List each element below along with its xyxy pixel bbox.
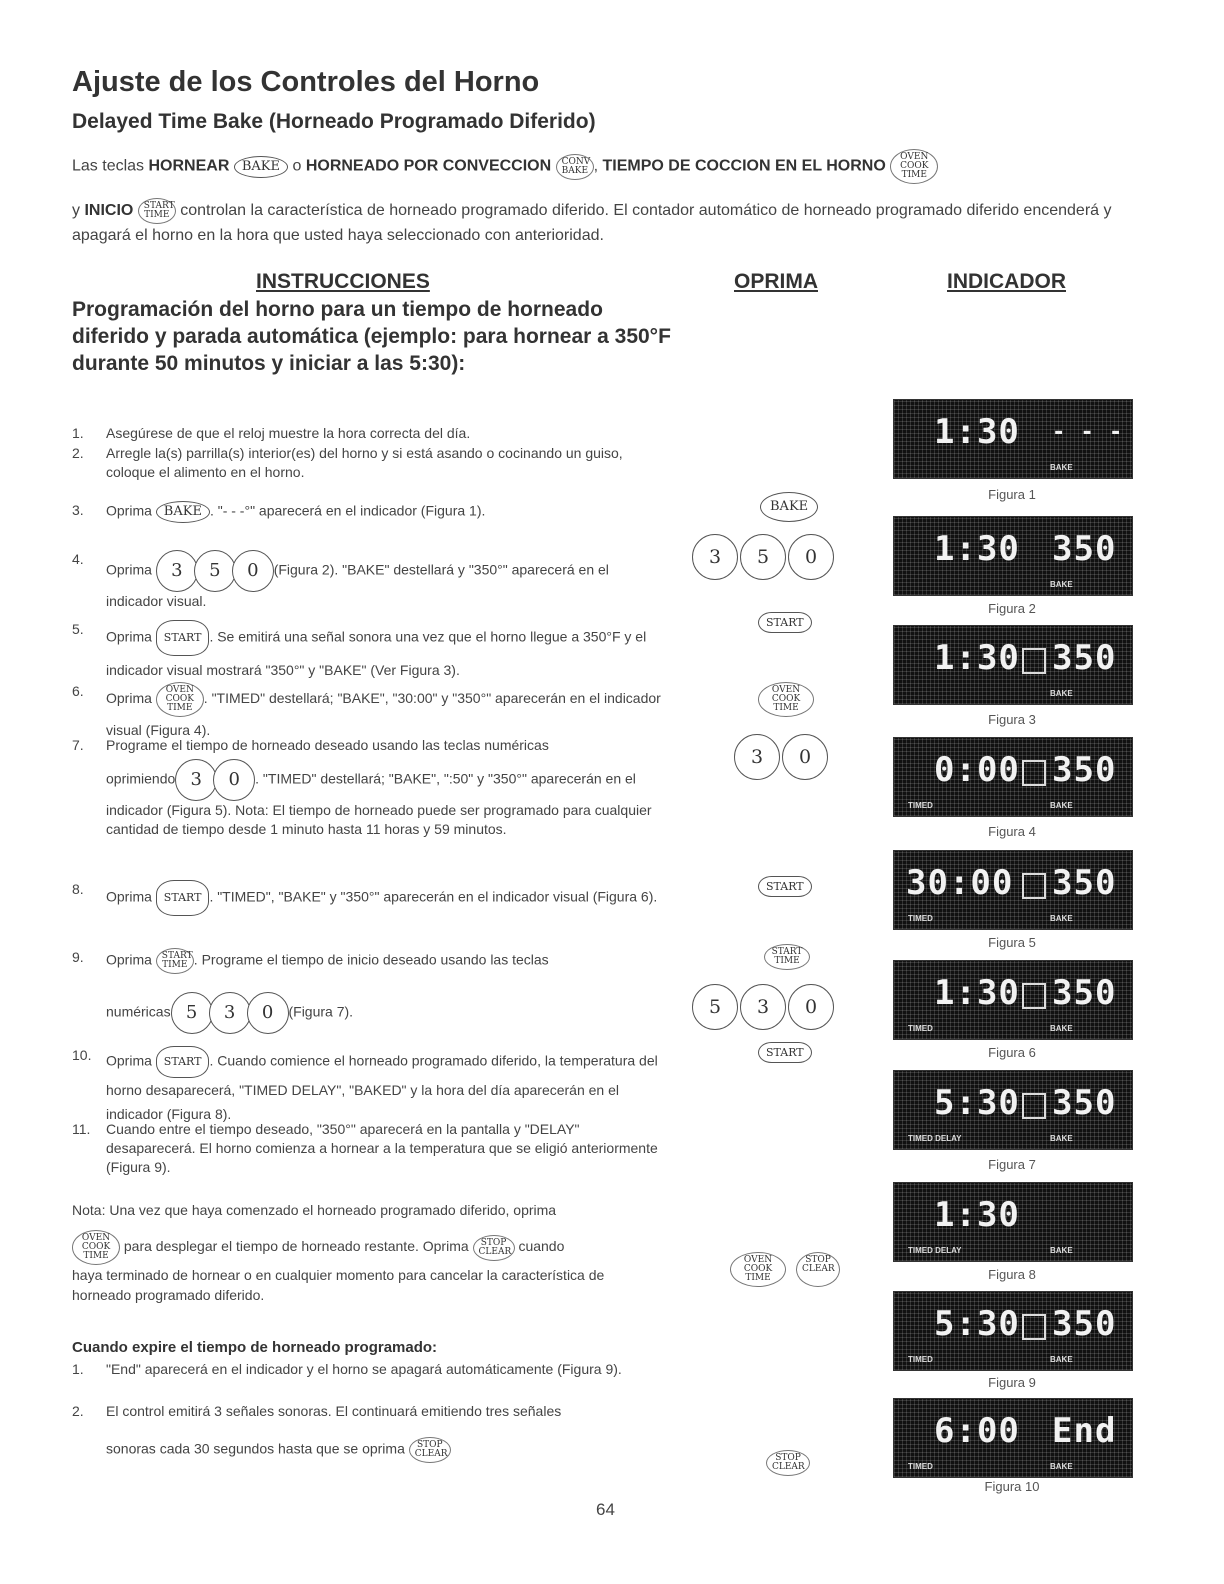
figure-6-caption: Figura 6 <box>988 1045 1036 1060</box>
display-bake-label: BAKE <box>1050 914 1073 923</box>
step-text: . Programe el tiempo de inicio deseado usando las teclas <box>193 951 549 968</box>
display-time: 5:30 <box>934 1083 1020 1123</box>
display-timed-delay-label: TIMED DELAY <box>908 1134 962 1143</box>
step-number: 10. <box>72 1047 92 1063</box>
display-box-icon <box>1022 1314 1046 1340</box>
page-number: 64 <box>596 1500 615 1519</box>
display-bake-label: BAKE <box>1050 1462 1073 1471</box>
display-box-icon <box>1022 1093 1046 1119</box>
key-3-icon: 3 <box>692 534 738 580</box>
key-0-icon: 0 <box>788 984 834 1030</box>
display-figure-2 <box>893 516 1133 596</box>
key-5-icon: 5 <box>194 550 236 592</box>
press-30 <box>734 734 828 780</box>
display-figure-7 <box>893 1070 1133 1150</box>
display-temp: 350 <box>1052 863 1117 903</box>
oven-cook-time-key-icon: OVEN COOK TIME <box>730 1252 786 1287</box>
step-number: 1. <box>72 425 84 441</box>
start-key-icon: START <box>758 1042 812 1063</box>
step-text: Oprima <box>106 690 152 707</box>
display-time: 1:30 <box>934 412 1020 452</box>
bake-key-icon: BAKE <box>234 156 288 178</box>
note-text: cuando <box>518 1238 565 1255</box>
display-figure-1 <box>893 399 1133 479</box>
bake-key-icon: BAKE <box>760 492 818 522</box>
step-number: 3. <box>72 502 84 518</box>
start-time-key-icon: START TIME <box>764 944 810 970</box>
start-key-icon: START <box>758 876 812 897</box>
step-number: 6. <box>72 683 84 699</box>
press-530 <box>692 984 834 1030</box>
key-0-icon: 0 <box>232 550 274 592</box>
figure-9-caption: Figura 9 <box>988 1375 1036 1390</box>
display-bake-label: BAKE <box>1050 1246 1073 1255</box>
display-time: 1:30 <box>934 638 1020 678</box>
display-time: 1:30 <box>934 529 1020 569</box>
display-bake-label: BAKE <box>1050 801 1073 810</box>
display-box-icon <box>1022 873 1046 899</box>
inicio-label: INICIO <box>84 202 134 220</box>
start-key-icon: START <box>156 1046 210 1078</box>
header-instrucciones: INSTRUCCIONES <box>256 270 430 293</box>
note-text: Nota: Una vez que haya comenzado el horneado programado diferido, oprima <box>72 1202 557 1218</box>
section-title: Programación del horno para un tiempo de horneado diferido y parada automática (ejemplo: para hornear a 350°F durante 50 minutos y iniciar a las 5:30): <box>72 298 671 375</box>
step-text: . Se emitirá una señal sonora una vez que el horno llegue a 350°F y el indicador visual mostrará "350°" y "BAKE" (Ver Figura 3). <box>106 628 647 678</box>
display-figure-4 <box>893 737 1133 817</box>
step-text: . "TIMED" destellará; "BAKE", ":50" y "350°" aparecerán en el indicador (Figura 5). Nota: El tiempo de horneado puede ser programado para cualquier cantidad de tiempo desde 1 minuto hasta 11 horas y 59 minutos. <box>106 770 652 837</box>
press-oven-cook-time <box>758 682 814 717</box>
intro-and: y <box>72 202 80 220</box>
display-time: 6:00 <box>934 1411 1020 1451</box>
start-key-icon: START <box>156 620 210 656</box>
step-number: 2. <box>72 445 84 461</box>
press-start <box>758 1042 812 1063</box>
step-text: Programe el tiempo de horneado deseado usando las teclas numéricas <box>106 737 549 753</box>
display-figure-3 <box>893 625 1133 705</box>
step-number: 1. <box>72 1361 84 1377</box>
step-text: Cuando entre el tiempo deseado, "350°" aparecerá en la pantalla y "DELAY" desaparecerá. El horno comienza a hornear a la temperatura que se eligió anteriormente (Figura 9). <box>106 1121 658 1175</box>
display-figure-6 <box>893 960 1133 1040</box>
display-end: End <box>1052 1411 1117 1451</box>
display-temp: 350 <box>1052 529 1117 569</box>
display-figure-9 <box>893 1291 1133 1371</box>
press-start <box>758 876 812 897</box>
key-0-icon: 0 <box>247 992 289 1034</box>
display-figure-5 <box>893 850 1133 930</box>
display-time: 1:30 <box>934 1195 1020 1235</box>
page-title: Ajuste de los Controles del Horno <box>72 66 540 98</box>
step-text: (Figura 2). "BAKE" destellará y "350°" aparecerá en el indicador visual. <box>106 561 609 609</box>
step-text: Oprima <box>106 1052 152 1069</box>
figure-7-caption: Figura 7 <box>988 1157 1036 1172</box>
conv-bake-key-icon: CONV BAKE <box>556 154 594 180</box>
figure-10-caption: Figura 10 <box>984 1479 1040 1494</box>
figure-4-caption: Figura 4 <box>988 824 1036 839</box>
display-time: 1:30 <box>934 973 1020 1013</box>
step-number: 5. <box>72 621 84 637</box>
expire-title: Cuando expire el tiempo de horneado programado: <box>72 1339 438 1356</box>
oven-cook-time-key-icon: OVEN COOK TIME <box>72 1230 120 1265</box>
step-text: "End" aparecerá en el indicador y el horno se apagará automáticamente (Figura 9). <box>106 1361 622 1377</box>
stop-clear-key-icon: STOP CLEAR <box>796 1252 840 1287</box>
display-box-icon <box>1022 983 1046 1009</box>
figure-2-caption: Figura 2 <box>988 601 1036 616</box>
page-subtitle: Delayed Time Bake (Horneado Programado Diferido) <box>72 110 596 133</box>
tiempo-label: TIEMPO DE COCCION EN EL HORNO <box>602 157 886 175</box>
step-number: 7. <box>72 737 84 753</box>
display-bake-label: BAKE <box>1050 1024 1073 1033</box>
step-text: El control emitirá 3 señales sonoras. El continuará emitiendo tres señales <box>106 1403 562 1419</box>
key-3-icon: 3 <box>734 734 780 780</box>
press-start <box>758 612 812 633</box>
display-temp: 350 <box>1052 973 1117 1013</box>
display-timed-label: TIMED <box>908 914 933 923</box>
display-figure-10 <box>893 1398 1133 1478</box>
start-key-icon: START <box>156 880 210 916</box>
figure-5-caption: Figura 5 <box>988 935 1036 950</box>
note-text: haya terminado de hornear o en cualquier momento para cancelar la característica de horneado programado diferido. <box>72 1267 605 1303</box>
key-3-icon: 3 <box>209 992 251 1034</box>
display-figure-8 <box>893 1182 1133 1262</box>
press-oven-cook-stop <box>730 1252 840 1287</box>
display-bake-label: BAKE <box>1050 463 1073 472</box>
display-bake-label: BAKE <box>1050 1134 1073 1143</box>
press-350 <box>692 534 834 580</box>
step-text: . "TIMED", "BAKE" y "350°" aparecerán en el indicador visual (Figura 6). <box>209 888 658 905</box>
display-timed-label: TIMED <box>908 1355 933 1364</box>
step-text: sonoras cada 30 segundos hasta que se oprima <box>106 1440 405 1457</box>
press-start-time <box>764 944 810 970</box>
display-box-icon <box>1022 648 1046 674</box>
key-5-icon: 5 <box>692 984 738 1030</box>
start-time-key-icon: START TIME <box>138 198 176 224</box>
figure-3-caption: Figura 3 <box>988 712 1036 727</box>
display-timed-label: TIMED <box>908 1024 933 1033</box>
conveccion-label: HORNEADO POR CONVECCION <box>305 157 552 175</box>
figure-8-caption: Figura 8 <box>988 1267 1036 1282</box>
step-text: Arregle la(s) parrilla(s) interior(es) del horno y si está asando o cocinando un guiso, coloque el alimento en el horno. <box>106 445 623 480</box>
intro-or: o <box>292 157 302 175</box>
note-text: para desplegar el tiempo de horneado restante. Oprima <box>123 1238 469 1255</box>
step-text: Oprima <box>106 502 152 519</box>
note-paragraph <box>72 1200 662 1305</box>
step-text: . Cuando comience el horneado programado diferido, la temperatura del horno desaparecerá, "TIMED DELAY", "BAKED" y la hora del día aparecerán en el indicador (Figura 8). <box>106 1052 658 1122</box>
oven-cook-time-key-icon: OVEN COOK TIME <box>890 149 938 184</box>
display-bake-label: BAKE <box>1050 689 1073 698</box>
display-timed-label: TIMED <box>908 1462 933 1471</box>
display-bake-label: BAKE <box>1050 580 1073 589</box>
header-indicador: INDICADOR <box>947 270 1066 293</box>
hornear-label: HORNEAR <box>148 157 230 175</box>
intro-text: Las teclas <box>72 157 145 175</box>
key-0-icon: 0 <box>782 734 828 780</box>
stop-clear-key-icon: STOP CLEAR <box>409 1437 451 1463</box>
display-time: 30:00 <box>906 863 1014 903</box>
step-text: . "TIMED" destellará; "BAKE", "30:00" y "350°" aparecerán en el indicador visual (Figura 4). <box>106 690 661 738</box>
key-3-icon: 3 <box>175 759 217 801</box>
step-number: 11. <box>72 1121 91 1137</box>
oven-cook-time-key-icon: OVEN COOK TIME <box>758 682 814 717</box>
oven-cook-time-key-icon: OVEN COOK TIME <box>156 682 204 717</box>
key-3-icon: 3 <box>156 550 198 592</box>
stop-clear-key-icon: STOP CLEAR <box>473 1235 515 1261</box>
bake-key-icon: BAKE <box>156 501 210 523</box>
step-number: 9. <box>72 949 84 965</box>
display-timed-delay-label: TIMED DELAY <box>908 1246 962 1255</box>
key-5-icon: 5 <box>171 992 213 1034</box>
display-temp: - - - <box>1052 420 1124 445</box>
start-time-key-icon: START TIME <box>156 948 194 974</box>
display-temp: 350 <box>1052 1083 1117 1123</box>
step-text: . "- - -°" aparecerá en el indicador (Figura 1). <box>209 502 486 519</box>
intro-body: controlan la característica de horneado programado diferido. El contador automático de horneado programado diferido encenderá y apagará el horno en la hora que usted haya seleccionado con anterioridad. <box>72 202 1112 244</box>
display-timed-label: TIMED <box>908 801 933 810</box>
step-text: oprimiendo <box>106 770 176 787</box>
display-box-icon <box>1022 760 1046 786</box>
display-time: 0:00 <box>934 750 1020 790</box>
key-3-icon: 3 <box>740 984 786 1030</box>
step-text: Oprima <box>106 628 152 645</box>
step-number: 2. <box>72 1403 84 1419</box>
step-text: Asegúrese de que el reloj muestre la hora correcta del día. <box>106 425 471 441</box>
step-text: numéricas <box>106 1003 171 1020</box>
header-oprima: OPRIMA <box>734 270 818 293</box>
figure-1-caption: Figura 1 <box>988 487 1036 502</box>
stop-clear-key-icon: STOP CLEAR <box>766 1450 810 1476</box>
key-5-icon: 5 <box>740 534 786 580</box>
step-text: Oprima <box>106 561 152 578</box>
display-time: 5:30 <box>934 1304 1020 1344</box>
press-bake <box>760 492 818 522</box>
key-0-icon: 0 <box>788 534 834 580</box>
step-number: 8. <box>72 881 84 897</box>
step-text: Oprima <box>106 888 152 905</box>
start-key-icon: START <box>758 612 812 633</box>
key-0-icon: 0 <box>213 759 255 801</box>
display-temp: 350 <box>1052 638 1117 678</box>
press-stop-clear <box>766 1450 810 1476</box>
step-text: (Figura 7). <box>288 1003 354 1020</box>
step-text: Oprima <box>106 951 152 968</box>
display-bake-label: BAKE <box>1050 1355 1073 1364</box>
intro-paragraph: Las teclas HORNEAR BAKE o HORNEADO POR CONVECCION CONV BAKE , TIEMPO DE COCCION EN EL HORNO OVEN COOK TIME y INICIO START TIME controlan la característica de horneado programado diferido. El contador automático de horneado programado diferido encenderá y apagará el horno en la hora que usted haya seleccionado con anterioridad. <box>72 149 1152 247</box>
display-temp: 350 <box>1052 1304 1117 1344</box>
display-temp: 350 <box>1052 750 1117 790</box>
step-number: 4. <box>72 551 84 567</box>
